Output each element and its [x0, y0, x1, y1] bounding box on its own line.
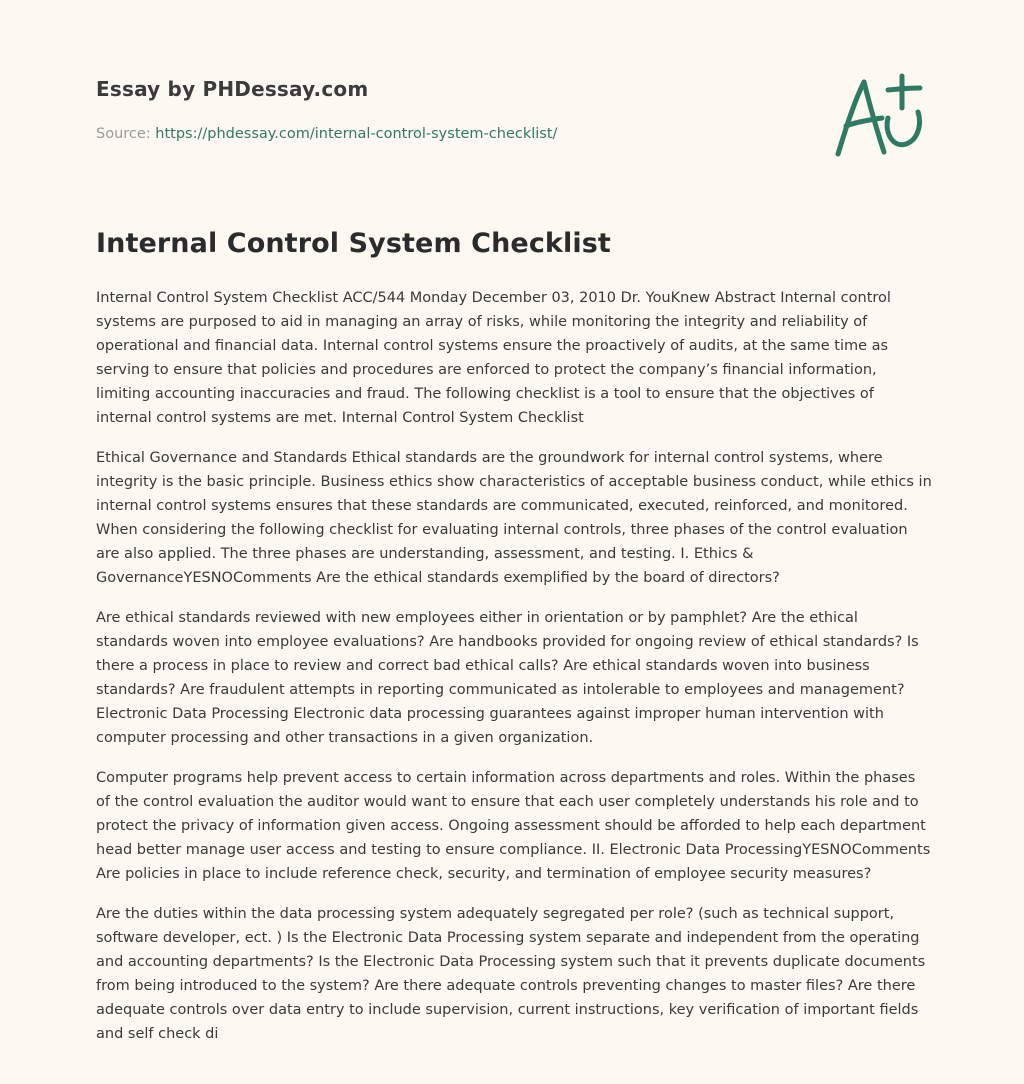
- essay-paragraph: Ethical Governance and Standards Ethical standards are the groundwork for internal control systems, where integrity is the basic principle. Business ethics show characteristics of acceptable business conduct, while ethics in internal control systems ensures that these standards are communicated, executed, reinforced, and monitored. When considering the following checklist for evaluating internal controls, three phases of the control evaluation are also applied. The three phases are understanding, assessment, and testing. I. Ethics & GovernanceYESNOComments Are the ethical standards exemplified by the board of directors?: [96, 450, 932, 586]
- a-plus-logo-icon: [828, 68, 928, 164]
- site-title: Essay by PHDessay.com: [96, 77, 369, 101]
- essay-body: [96, 286, 932, 1062]
- essay-paragraph: Internal Control System Checklist ACC/544 Monday December 03, 2010 Dr. YouKnew Abstract Internal control systems are purposed to aid in managing an array of risks, while monitoring the integrity and reliability of operational and financial data. Internal control systems ensure the proactively of audits, at the same time as serving to ensure that policies and procedures are enforced to protect the company’s financial information, limiting accounting inaccuracies and fraud. The following checklist is a tool to ensure that the objectives of internal control systems are met. Internal Control System Checklist: [96, 290, 891, 426]
- essay-paragraph: Computer programs help prevent access to certain information across departments and roles. Within the phases of the control evaluation the auditor would want to ensure that each user completely understands his role and to protect the privacy of information given access. Ongoing assessment should be afforded to help each department head better manage user access and testing to ensure compliance. II. Electronic Data ProcessingYESNOComments Are policies in place to include reference check, security, and termination of employee security measures?: [96, 770, 931, 882]
- source-label: Source:: [96, 126, 151, 142]
- source-link[interactable]: https://phdessay.com/internal-control-system-checklist/: [155, 126, 558, 142]
- essay-title: Internal Control System Checklist: [96, 228, 611, 259]
- essay-paragraph: Are the duties within the data processing system adequately segregated per role? (such as technical support, software developer, ect. ) Is the Electronic Data Processing system separate and independent from the operating and accounting departments? Is the Electronic Data Processing system such that it prevents duplicate documents from being introduced to the system? Are there adequate controls preventing changes to master files? Are there adequate controls over data entry to include supervision, current instructions, key verification of important fields and self check di: [96, 906, 926, 1042]
- source-line: [96, 124, 557, 144]
- page-header: [96, 74, 928, 174]
- essay-paragraph: Are ethical standards reviewed with new employees either in orientation or by pamphlet? Are the ethical standards woven into employee evaluations? Are handbooks provided for ongoing review of ethical standards? Is there a process in place to review and correct bad ethical calls? Are ethical standards woven into business standards? Are fraudulent attempts in reporting communicated as intolerable to employees and management? Electronic Data Processing Electronic data processing guarantees against improper human intervention with computer processing and other transactions in a given organization.: [96, 610, 919, 746]
